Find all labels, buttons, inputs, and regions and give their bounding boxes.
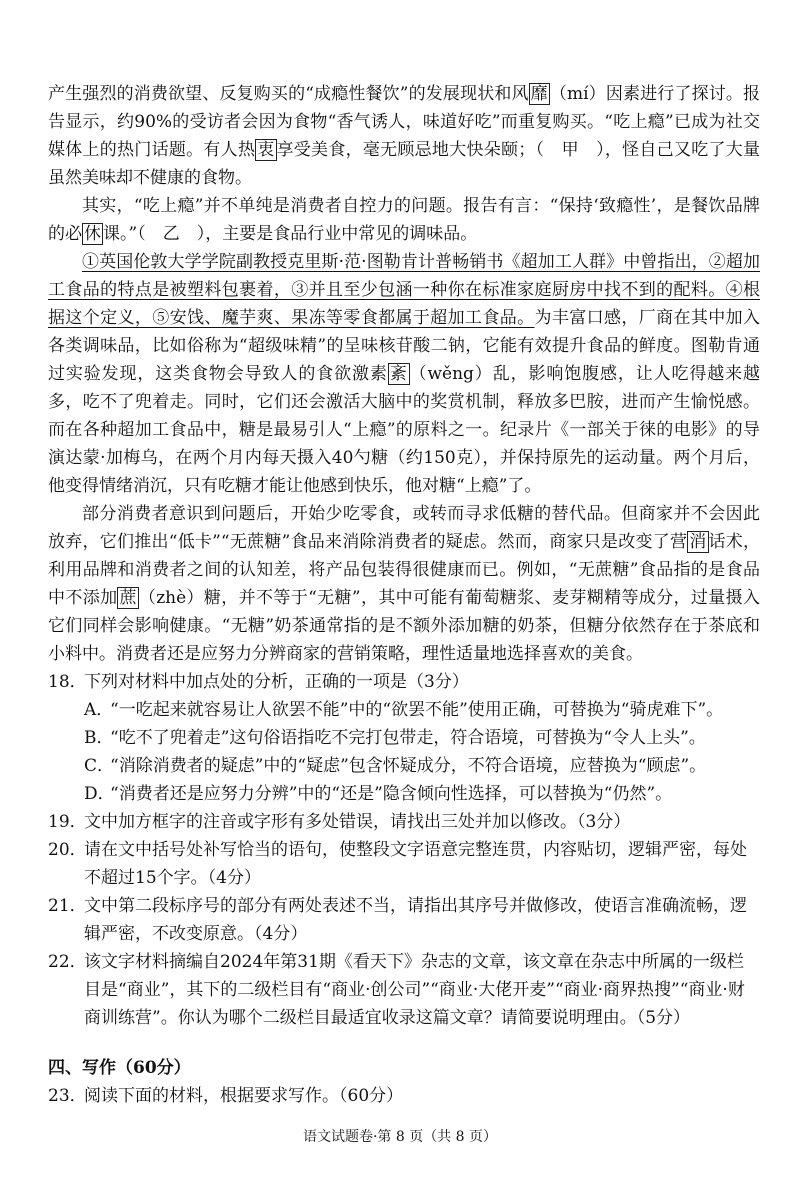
- passage-paragraph-4: [48, 500, 760, 668]
- text-run: 为丰富口感，厂商在其中加入各类调味品，比如俗称为“超级味精”的呈味核苷酸二钠，它能有效提升食品的鲜度。图勒肯通过实验发现，这类食物会导致人的食欲激素: [48, 308, 760, 384]
- section-title: 四、写作（60分）: [48, 1058, 191, 1078]
- option-text: “一吃起来就容易让人欲罢不能”中的“欲罢不能”使用正确，可替换为“骑虎难下”。: [110, 700, 724, 720]
- option-label: A．: [84, 700, 114, 720]
- text-run: （mí）因素进行了探讨。报告显示，约90%的受访者会因为食物“香气诱人，味道好吃”而重复购买。“吃上瘾”已成为社交媒体上的热门话题。有人热: [48, 84, 761, 160]
- text-run: 其实，“吃上瘾”并不单纯是消费者自控力的问题。报告有言：“保持‘致瘾性’，是餐饮品牌的必: [48, 196, 760, 244]
- question-text: 阅读下面的材料，根据要求写作。（60分）: [84, 1086, 404, 1106]
- question-20: [48, 836, 760, 892]
- option-text: “消除消费者的疑虑”中的“疑虑”包含怀疑成分，不符合语境，应替换为“顾虑”。: [110, 756, 707, 776]
- boxed-character: 休: [84, 224, 101, 244]
- option-text: “吃不了兜着走”这句俗语指吃不完打包带走，符合语境，可替换为“令人上头”。: [110, 728, 706, 748]
- text-run: 享受美食，毫无顾忌地大快朵颐；（ 甲 ），怪自己又吃了大量虽然美味却不健康的食物。: [48, 140, 761, 188]
- question-number: 23．: [48, 1086, 87, 1106]
- text-run: （zhè）糖，并不等于“无糖”，其中可能有葡萄糖浆、麦芽糊精等成分，过量摄入它们同样会影响健康。“无糖”奶茶通常指的是不额外添加糖的奶茶，但糖分依然存在于茶底和小料中。消费者还是应努力分辨商家的营销策略，理性适量地选择喜欢的美食。: [48, 588, 761, 664]
- question-number: 20．: [48, 840, 87, 860]
- question-text: 文中加方框字的注音或字形有多处错误，请找出三处并加以修改。（3分）: [84, 812, 631, 832]
- question-23: [48, 1082, 760, 1110]
- text-run: 产生强烈的消费欲望、反复购买的“成瘾性餐饮”的发展现状和风: [48, 84, 529, 104]
- boxed-character: 靡: [530, 84, 548, 104]
- text-run: （wěng）乱，影响饱腹感，让人吃得越来越多，吃不了兜着走。同时，它们还会激活大脑中的奖赏机制，释放多巴胺，进而产生愉悦感。而在各种超加工食品中，糖是最易引人“上瘾”的原料之一。纪录片《一部关于徕的电影》的导演达蒙·加梅乌，在两个月内每天摄入40勺糖（约150克），并保持原先的运动量。两个月后，他变得情绪消沉，只有吃糖才能让他感到快乐，他对糖“上瘾”了。: [48, 364, 761, 496]
- question-number: 19．: [48, 812, 87, 832]
- question-number: 21．: [48, 896, 87, 916]
- question-18-options: [48, 696, 760, 808]
- text-run: 话术，利用品牌和消费者之间的认知差，将产品包装得很健康而已。例如，“无蔗糖”食品指的是食品中不添加: [48, 532, 760, 608]
- underlined-numbered-sentences: ①英国伦敦大学学院副教授克里斯·范·图勒肯计普畅销书《超加工人群》中曾指出，②超加工食品的特点是被塑料包裹着，③并且至少包涵一种你在标准家庭厨房中找不到的配料。④根据这个定义，⑤安饯、魔芋爽、果冻等零食都属于超加工食品。: [48, 252, 760, 328]
- question-18: [48, 668, 760, 696]
- question-text: 该文字材料摘编自2024年第31期《看天下》杂志的文章，该文章在杂志中所属的一级栏目是“商业”，其下的二级栏目有“商业·创公司”“商业·大佬开麦”“商业·商界热搜”“商业·财商训练营”。你认为哪个二级栏目最适宜收录这篇文章？请简要说明理由。（5分）: [84, 952, 745, 1028]
- question-number: 22．: [48, 952, 87, 972]
- option-text: “消费者还是应努力分辨”中的“还是”隐含倾向性选择，可以替换为“仍然”。: [110, 784, 673, 804]
- option-b: [84, 724, 760, 752]
- text-run: 课。”（ 乙 ），主要是食品行业中常见的调味品。: [103, 224, 478, 244]
- question-number: 18．: [48, 672, 87, 692]
- boxed-character: 消: [689, 532, 707, 552]
- question-22: [48, 948, 760, 1032]
- option-c: [84, 752, 760, 780]
- option-a: [84, 696, 760, 724]
- boxed-character: 衷: [257, 140, 275, 160]
- passage-paragraph-1: [48, 80, 760, 192]
- question-text: 文中第二段标序号的部分有两处表述不当，请指出其序号并做修改，使语言准确流畅，逻辑严密，不改变原意。（4分）: [84, 896, 747, 944]
- question-text: 请在文中括号处补写恰当的语句，使整段文字语意完整连贯，内容贴切，逻辑严密，每处不超过15个字。（4分）: [84, 840, 747, 888]
- question-21: [48, 892, 760, 948]
- option-label: C．: [84, 756, 115, 776]
- boxed-character: 蔗: [119, 588, 137, 608]
- question-19: [48, 808, 760, 836]
- page-footer: 语文试题卷·第 8 页（共 8 页）: [302, 1129, 498, 1145]
- option-d: [84, 780, 760, 808]
- question-stem: 下列对材料中加点处的分析，正确的一项是（3分）: [84, 672, 469, 692]
- option-label: D．: [84, 784, 115, 804]
- exam-page: [48, 80, 760, 1110]
- passage-paragraph-2: [48, 192, 760, 248]
- passage-paragraph-3: [48, 248, 760, 500]
- boxed-character: 紊: [389, 364, 408, 384]
- option-label: B．: [84, 728, 114, 748]
- text-run: 部分消费者意识到问题后，开始少吃零食，或转而寻求低糖的替代品。但商家并不会因此放弃，它们推出“低卡”“无蔗糖”食品来消除消费者的疑虑。然而，商家只是改变了营: [48, 504, 760, 552]
